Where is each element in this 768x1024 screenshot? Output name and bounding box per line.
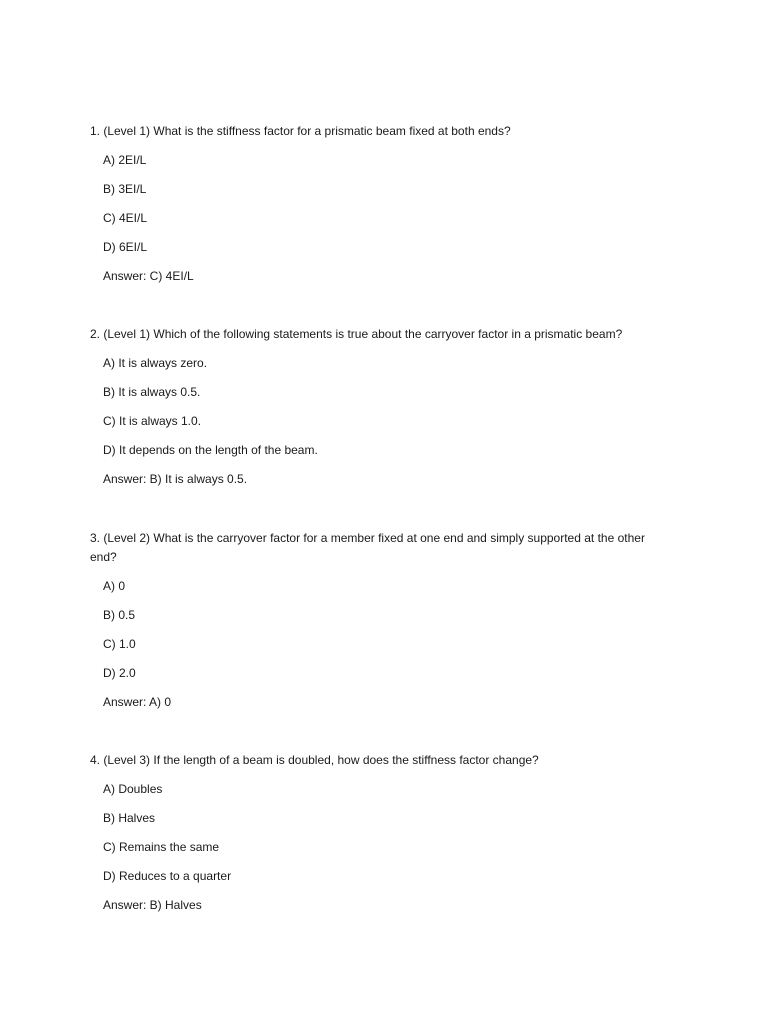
option-b: B) 3EI/L: [103, 182, 147, 196]
question-4: [90, 751, 660, 915]
question-3: [90, 529, 660, 712]
option-a: A) Doubles: [103, 782, 163, 796]
option-c: C) Remains the same: [103, 840, 220, 854]
option-b: B) It is always 0.5.: [103, 385, 201, 399]
question-text: 1. (Level 1) What is the stiffness factor for a prismatic beam fixed at both ends?: [90, 124, 511, 138]
option-d: D) It depends on the length of the beam.: [103, 443, 318, 457]
option-b: B) 0.5: [103, 608, 136, 622]
answer-text: Answer: B) Halves: [103, 898, 202, 912]
question-2: [90, 325, 660, 489]
option-d: D) Reduces to a quarter: [103, 869, 232, 883]
answer-text: Answer: A) 0: [103, 695, 172, 709]
answer-text: Answer: B) It is always 0.5.: [103, 472, 248, 486]
option-c: C) 4EI/L: [103, 211, 148, 225]
option-d: D) 6EI/L: [103, 240, 148, 254]
option-a: A) It is always zero.: [103, 356, 208, 370]
answer-text: Answer: C) 4EI/L: [103, 269, 194, 283]
question-text: 4. (Level 3) If the length of a beam is doubled, how does the stiffness factor change?: [90, 753, 539, 767]
question-text: 3. (Level 2) What is the carryover factor for a member fixed at one end and simply supported at the other end?: [90, 531, 645, 564]
question-1: [90, 122, 660, 286]
option-d: D) 2.0: [103, 666, 136, 680]
option-a: A) 2EI/L: [103, 153, 147, 167]
option-b: B) Halves: [103, 811, 156, 825]
option-c: C) 1.0: [103, 637, 136, 651]
question-text: 2. (Level 1) Which of the following statements is true about the carryover factor in a prismatic beam?: [90, 327, 623, 341]
option-c: C) It is always 1.0.: [103, 414, 202, 428]
option-a: A) 0: [103, 579, 126, 593]
